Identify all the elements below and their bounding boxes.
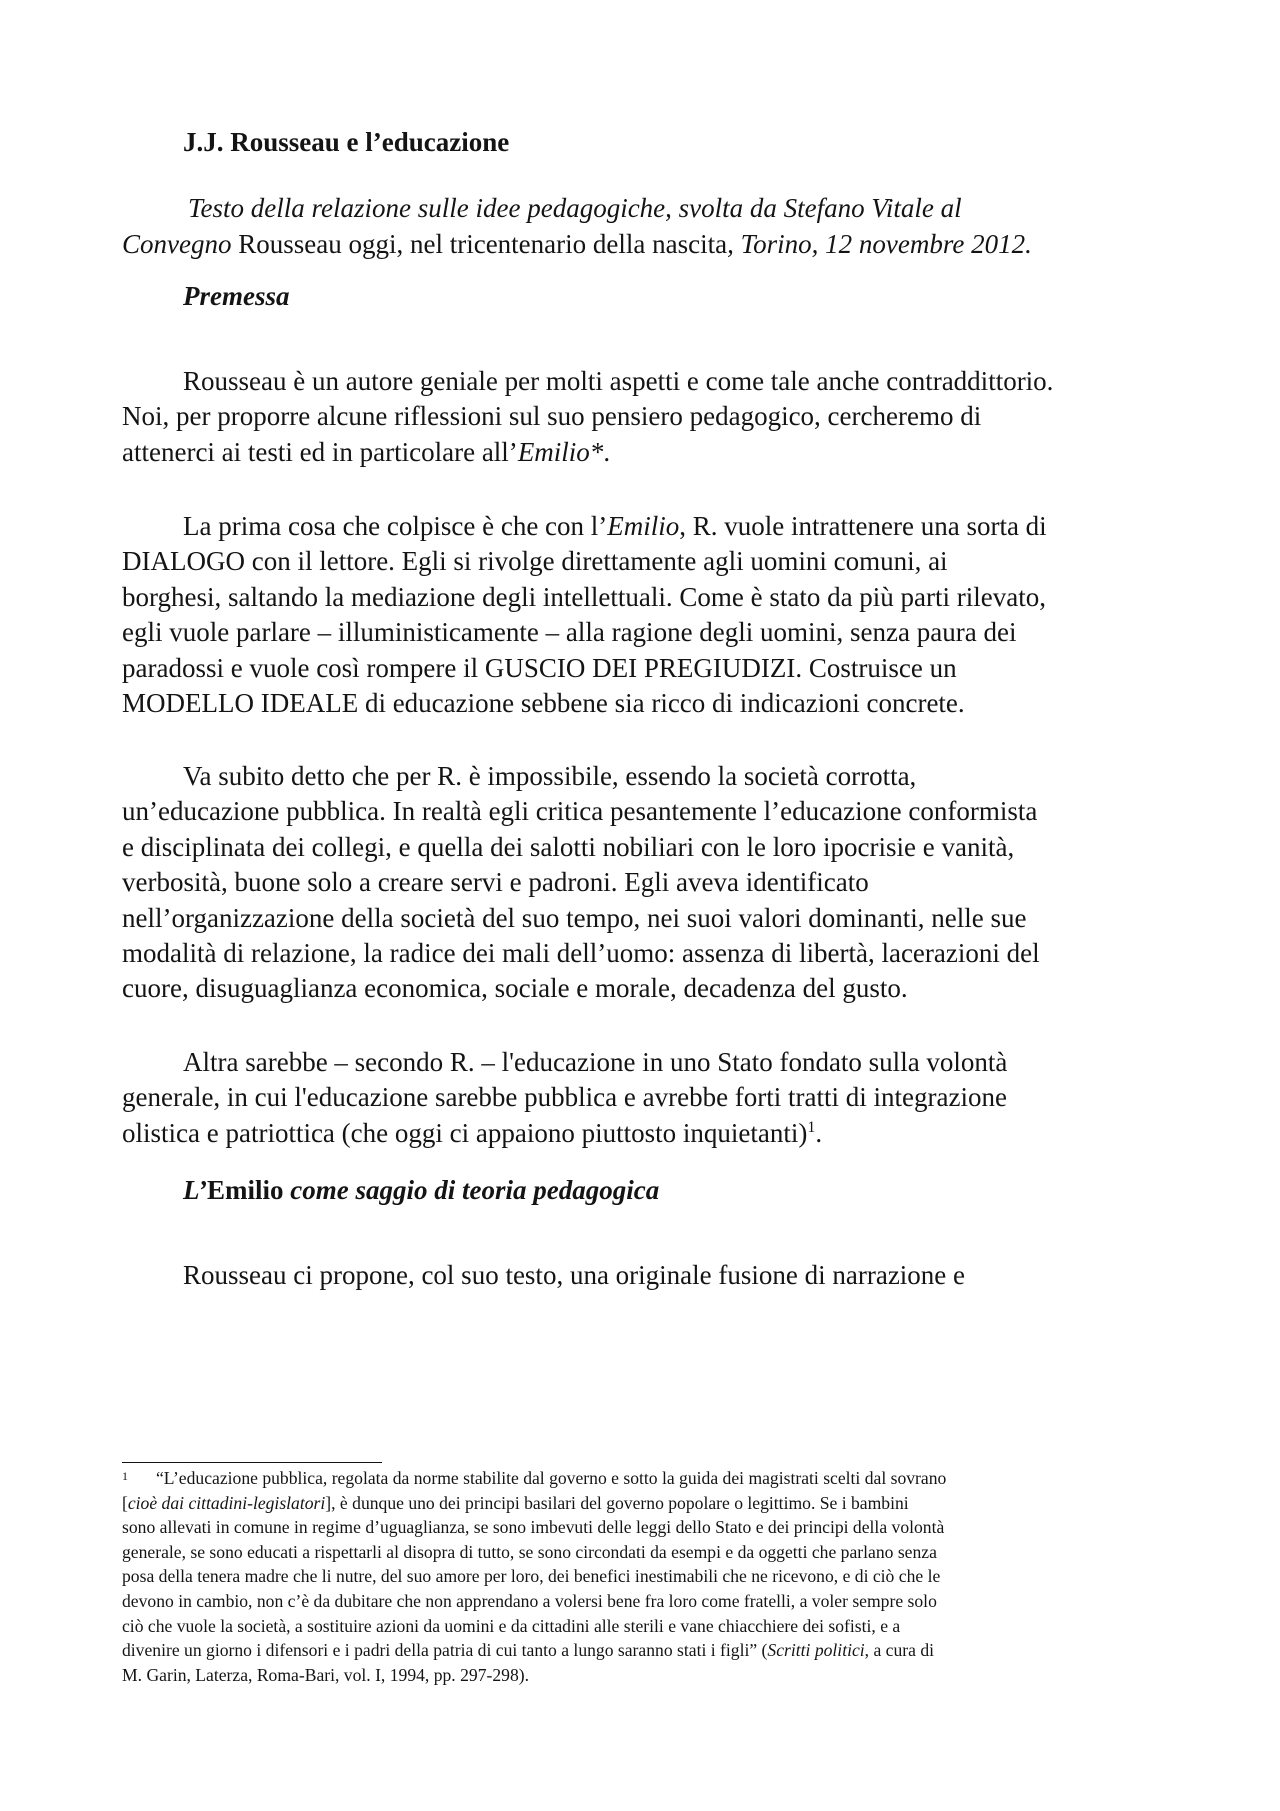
p3-line-6: modalità di relazione, la radice dei mali dell’uomo: assenza di libertà, lacerazioni del [122,938,1040,969]
p1-emilio: Emilio* [517,436,604,467]
subtitle-line-2 [122,226,1162,262]
fn-line-4: generale, se sono educati a rispettarli al disopra di tutto, se sono circondati da esempi e da oggetti che parlano senza [122,1541,937,1562]
fn-line-1: “L’educazione pubblica, regolata da norme stabilite dal governo e sotto la guida dei magistrati scelti dal sovrano [156,1468,947,1488]
fn-line-3: sono allevati in comune in regime d’uguaglianza, se sono imbevuti delle leggi dello Stato e dei principi della volontà [122,1517,945,1538]
p2-line-3: borghesi, saltando la mediazione degli intellettuali. Come è stato da più parti rilevato, [122,581,1046,612]
heading-emilio-title: Emilio [207,1175,284,1205]
fn-line-8-text: divenire un giorno i difensori e i padri della patria di cui tanto a lungo saranno stati i figli” ( [122,1640,768,1661]
footnote-reference-1[interactable]: 1 [807,1118,816,1136]
fn-line-5: posa della tenera madre che li nutre, del suo amore per loro, dei benefici inestimabili che ne ricevono, e di ciò che le [122,1566,941,1587]
fn-line-7: ciò che vuole la società, a sostituire azioni da uomini e da cittadini alle sterili e vane chiacchiere dei sofisti, e a [122,1615,901,1636]
document-title: J.J. Rousseau e l’educazione [183,127,510,157]
p3-line-4: verbosità, buone solo a creare servi e padroni. Egli aveva identificato [122,867,869,898]
p3-line-5: nell’organizzazione della società del suo tempo, nei suoi valori dominanti, nelle sue [122,902,1027,933]
p2-line-1 [122,509,1167,544]
fn-line-2 [122,1491,1162,1516]
fn-line-2-rest: ], è dunque uno dei principi basilari del governo popolare o legittimo. Se i bambini [325,1492,909,1513]
subtitle-place-date: , Torino, 12 novembre 2012. [727,229,1032,259]
p4-line-3-end: . [815,1117,823,1148]
paragraph-1 [122,364,1167,470]
paragraph-3 [122,759,1167,1007]
heading-emilio-rest: come saggio di teoria pedagogica [283,1175,660,1205]
p1-line-3-end: . [603,436,611,467]
p2-line-2: DIALOGO con il lettore. Egli si rivolge direttamente agli uomini comuni, ai [122,546,948,577]
document-subtitle [122,190,1162,262]
fn-line-2-italic: cioè dai cittadini-legislatori [127,1492,326,1513]
heading-premessa: Premessa [183,281,290,311]
p2-line-6: MODELLO IDEALE di educazione sebbene sia ricco di indicazioni concrete. [122,688,965,719]
subtitle-convegno: Convegno [122,229,232,259]
fn-line-9: M. Garin, Laterza, Roma-Bari, vol. I, 1994, pp. 297-298). [122,1664,530,1685]
fn-line-8-end: , a cura di [864,1640,935,1661]
p1-line-1: Rousseau è un autore geniale per molti aspetti e come tale anche contraddittorio. [183,366,1054,396]
p4-line-3-text: olistica e patriottica (che oggi ci appaiono piuttosto inquietanti) [122,1117,808,1148]
p2-emilio: Emilio [607,511,680,541]
p2-line-4: egli vuole parlare – illuministicamente – alla ragione degli uomini, senza paura dei [122,617,1017,648]
footnote-mark: 1 [122,1469,128,1483]
p4-line-2: generale, in cui l'educazione sarebbe pubblica e avrebbe forti tratti di integrazione [122,1082,1007,1113]
paragraph-2 [122,509,1167,721]
subtitle-line-1 [122,190,1162,226]
fn-line-2-open: [ [122,1492,128,1513]
p2-line-1-end: , R. vuole intrattenere una sorta di [679,511,1047,541]
heading-emilio [183,1172,659,1208]
subtitle-convegno-title: Rousseau oggi, nel tricentenario della nascita [231,229,728,259]
p2-line-1-text: La prima cosa che colpisce è che con l’ [183,511,608,541]
p2-line-5: paradossi e vuole così rompere il GUSCIO DEI PREGIUDIZI. Costruisce un [122,652,957,683]
p4-line-3 [122,1116,1167,1151]
p1-line-2: Noi, per proporre alcune riflessioni sul suo pensiero pedagogico, cercheremo di [122,401,982,432]
p5-line-1: Rousseau ci propone, col suo testo, una originale fusione di narrazione e [183,1260,966,1290]
p1-line-3 [122,435,1167,470]
p3-line-3: e disciplinata dei collegi, e quella dei salotti nobiliari con le loro ipocrisie e vanità, [122,831,1015,862]
p4-line-1: Altra sarebbe – secondo R. – l'educazione in uno Stato fondato sulla volontà [183,1047,1008,1077]
footnote-separator [122,1462,382,1463]
fn-line-6: devono in cambio, non c’è da dubitare che non apprendano a volersi bene fra loro come fratelli, a voler sempre solo [122,1590,937,1611]
p3-line-7: cuore, disuguaglianza economica, sociale e morale, decadenza del gusto. [122,973,908,1004]
footnote-1 [122,1466,1162,1687]
paragraph-4 [122,1045,1167,1151]
fn-line-8-italic: Scritti politici [767,1640,865,1661]
p1-line-3-text: attenerci ai testi ed in particolare all’ [122,436,518,467]
subtitle-italic-text: Testo della relazione sulle idee pedagogiche, svolta da Stefano Vitale al [188,193,962,223]
paragraph-5 [122,1258,1167,1293]
heading-emilio-prefix: L’ [183,1175,207,1205]
fn-line-8 [122,1638,1162,1663]
p3-line-1: Va subito detto che per R. è impossibile, essendo la società corrotta, [183,761,917,791]
p3-line-2: un’educazione pubblica. In realtà egli critica pesantemente l’educazione conformista [122,796,1038,827]
